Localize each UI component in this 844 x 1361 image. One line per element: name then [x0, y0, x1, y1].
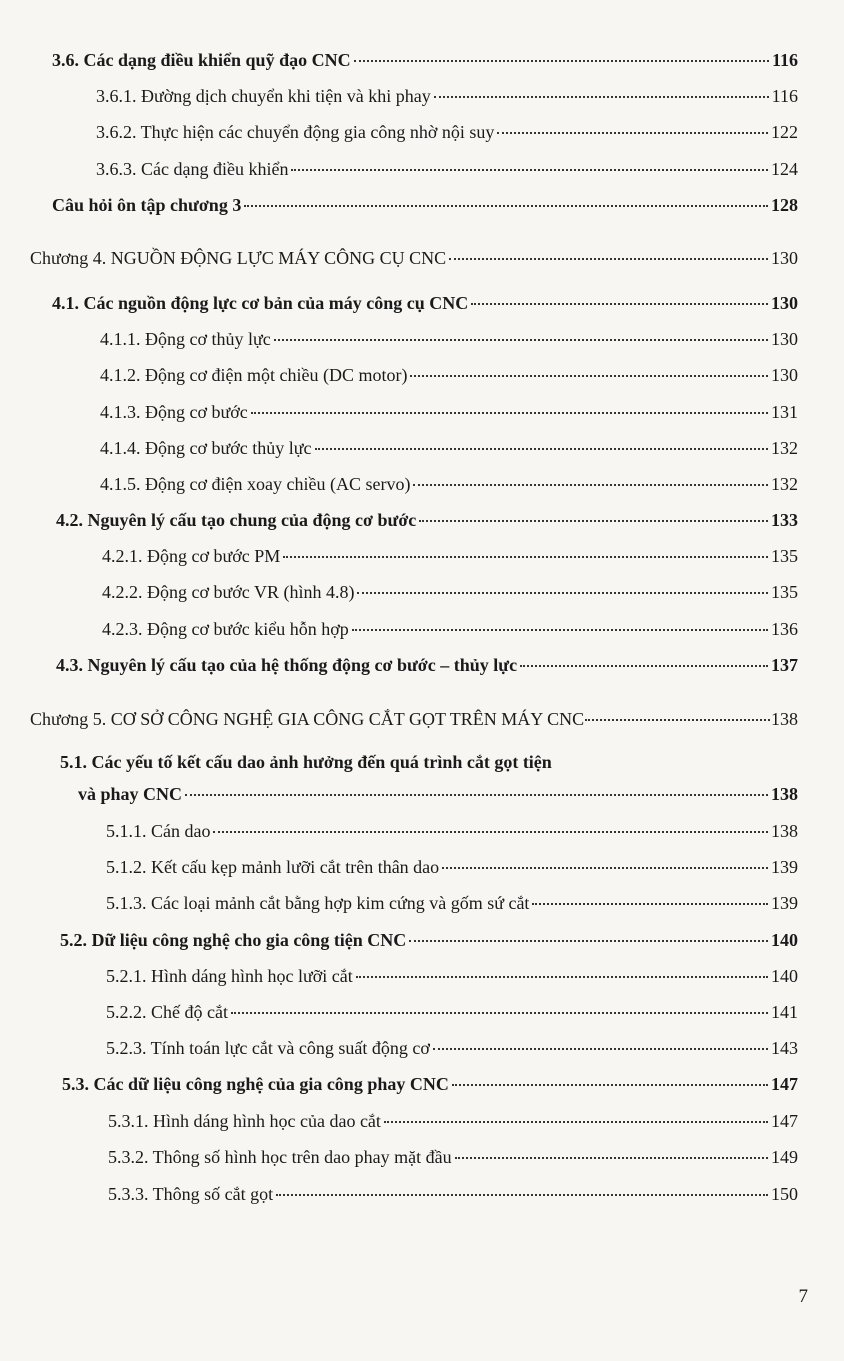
- toc-entry: [102, 617, 798, 641]
- toc-entry: [56, 508, 798, 532]
- toc-entry-title: 4.1. Các nguồn động lực cơ bản của máy công cụ CNC: [52, 293, 469, 313]
- toc-entry: [102, 544, 798, 568]
- toc-entry: [96, 157, 798, 181]
- toc-entry-title: Câu hỏi ôn tập chương 3: [52, 195, 242, 215]
- toc-entry-page: 147: [771, 1074, 798, 1094]
- toc-leader: [497, 132, 768, 134]
- toc-entry-title: 4.1.1. Động cơ thủy lực: [100, 329, 271, 349]
- toc-leader: [442, 867, 768, 869]
- toc-entry-page: 124: [771, 159, 798, 179]
- toc-entry-page: 122: [771, 122, 798, 142]
- toc-entry-page: 128: [771, 195, 798, 215]
- toc-entry: [100, 472, 798, 496]
- toc-entry-title: 5.3.1. Hình dáng hình học của dao cắt: [108, 1111, 381, 1131]
- toc-entry-page: 138: [771, 821, 798, 841]
- toc-leader: [452, 1084, 768, 1086]
- toc-chapter-entry: [30, 246, 798, 270]
- toc-leader: [213, 831, 768, 833]
- toc-entry-page: 138: [771, 709, 798, 729]
- toc-entry: [106, 855, 798, 879]
- toc-leader: [283, 556, 768, 558]
- toc-entry-page: 143: [771, 1038, 798, 1058]
- toc-entry-page: 150: [771, 1184, 798, 1204]
- toc-entry: [52, 291, 798, 315]
- toc-entry-title: 4.1.4. Động cơ bước thủy lực: [100, 438, 312, 458]
- toc-entry: [106, 964, 798, 988]
- toc-entry: [96, 120, 798, 144]
- toc-entry-title: 4.1.5. Động cơ điện xoay chiều (AC servo): [100, 474, 411, 494]
- toc-entry-title: 3.6. Các dạng điều khiển quỹ đạo CNC: [52, 50, 351, 70]
- toc-entry-title: 4.2.1. Động cơ bước PM: [102, 546, 281, 566]
- toc-entry-page: 139: [771, 893, 798, 913]
- toc-entry-title: 3.6.2. Thực hiện các chuyển động gia công nhờ nội suy: [96, 122, 495, 142]
- toc-entry-page: 135: [771, 546, 798, 566]
- toc-entry: [78, 782, 798, 806]
- toc-entry: [56, 653, 798, 677]
- toc-entry-title: 5.2.1. Hình dáng hình học lưỡi cắt: [106, 966, 353, 986]
- toc-entry-page: 131: [771, 402, 798, 422]
- toc-entry: [108, 1109, 798, 1133]
- toc-chapter-entry: [30, 707, 798, 731]
- toc-entry-title: Chương 5. CƠ SỞ CÔNG NGHỆ GIA CÔNG CẮT GỌT TRÊN MÁY CNC: [30, 709, 585, 729]
- toc-leader: [357, 592, 768, 594]
- toc-entry: [100, 400, 798, 424]
- toc-entry: [108, 1145, 798, 1169]
- toc-leader: [291, 169, 768, 171]
- toc-leader: [455, 1157, 768, 1159]
- toc-leader: [413, 484, 768, 486]
- toc-leader: [434, 96, 769, 98]
- toc-entry-title: 5.3.2. Thông số hình học trên dao phay mặt đầu: [108, 1147, 452, 1167]
- toc-entry-page: 141: [771, 1002, 798, 1022]
- toc-entry-page: 140: [771, 966, 798, 986]
- toc-entry-page: 133: [771, 510, 798, 530]
- toc-entry-page: 130: [771, 248, 798, 268]
- toc-leader: [354, 60, 769, 62]
- toc-entry: [100, 436, 798, 460]
- toc-entry: [100, 363, 798, 387]
- toc-entry-title: 4.3. Nguyên lý cấu tạo của hệ thống động cơ bước – thủy lực: [56, 655, 518, 675]
- toc-entry: [102, 580, 798, 604]
- toc-leader: [419, 520, 768, 522]
- toc-entry-title: 4.2.2. Động cơ bước VR (hình 4.8): [102, 582, 355, 602]
- toc-entry-title: 5.3. Các dữ liệu công nghệ của gia công phay CNC: [62, 1074, 449, 1094]
- toc-leader: [520, 665, 768, 667]
- toc-entry-page: 130: [771, 329, 798, 349]
- toc-entry-page: 132: [771, 474, 798, 494]
- toc-entry-title: 5.1.2. Kết cấu kẹp mảnh lưỡi cắt trên thân dao: [106, 857, 440, 877]
- toc-entry-title: 5.1.3. Các loại mảnh cắt bằng hợp kim cứng và gốm sứ cắt: [106, 893, 530, 913]
- toc-entry: [106, 1000, 798, 1024]
- toc-entry: [106, 891, 798, 915]
- toc-leader: [231, 1012, 768, 1014]
- toc-entry-title: 4.2.3. Động cơ bước kiểu hỗn hợp: [102, 619, 349, 639]
- toc-entry-title: 5.3.3. Thông số cắt gọt: [108, 1184, 274, 1204]
- toc-entry-page: 149: [771, 1147, 798, 1167]
- toc-entry-title-continuation: và phay CNC: [78, 784, 183, 804]
- toc-leader: [315, 448, 768, 450]
- toc-entry-title: 4.1.3. Động cơ bước: [100, 402, 248, 422]
- toc-entry: [108, 1182, 798, 1206]
- toc-entry-page: 116: [771, 86, 798, 106]
- page-number: 7: [798, 1286, 808, 1307]
- toc-entry-page: 136: [771, 619, 798, 639]
- toc-leader: [276, 1194, 768, 1196]
- toc-leader: [352, 629, 768, 631]
- toc-entry-page: 147: [771, 1111, 798, 1131]
- toc-leader: [449, 258, 768, 260]
- toc-leader: [585, 719, 770, 721]
- toc-leader: [532, 903, 768, 905]
- toc-leader: [410, 375, 768, 377]
- toc-entry-title: 4.2. Nguyên lý cấu tạo chung của động cơ bước: [56, 510, 417, 530]
- toc-entry-title: Chương 4. NGUỒN ĐỘNG LỰC MÁY CÔNG CỤ CNC: [30, 248, 447, 268]
- toc-entry-page: 132: [771, 438, 798, 458]
- toc-entry-title: 5.1.1. Cán dao: [106, 821, 211, 841]
- toc-leader: [356, 976, 768, 978]
- toc-entry-page: 130: [771, 365, 798, 385]
- toc-leader: [433, 1048, 768, 1050]
- toc-leader: [409, 940, 768, 942]
- toc-entry: [62, 1072, 798, 1096]
- toc-leader: [244, 205, 768, 207]
- toc-entry: [96, 84, 798, 108]
- toc-entry-title: 5.2.3. Tính toán lực cắt và công suất động cơ: [106, 1038, 430, 1058]
- toc-entry: [52, 48, 798, 72]
- toc-entry-title: 3.6.1. Đường dịch chuyển khi tiện và khi phay: [96, 86, 431, 106]
- toc-entry-page: 137: [771, 655, 798, 675]
- toc-entry: [100, 327, 798, 351]
- toc-leader: [384, 1121, 768, 1123]
- toc-entry-page: 138: [771, 784, 798, 804]
- toc-entry-title: 5.2.2. Chế độ cắt: [106, 1002, 228, 1022]
- toc-leader: [185, 794, 768, 796]
- toc-entry-page: 139: [771, 857, 798, 877]
- toc-entry-page: 130: [771, 293, 798, 313]
- toc-entry: [52, 193, 798, 217]
- toc-entry-title-line1: 5.1. Các yếu tố kết cấu dao ảnh hưởng đến quá trình cắt gọt tiện: [60, 752, 552, 772]
- toc-entry-title: 5.2. Dữ liệu công nghệ cho gia công tiện CNC: [60, 930, 407, 950]
- toc-entry-page: 135: [771, 582, 798, 602]
- toc-leader: [471, 303, 768, 305]
- toc-entry-page: 140: [771, 930, 798, 950]
- toc-entry-page: 116: [771, 50, 798, 70]
- toc-entry-title: 3.6.3. Các dạng điều khiển: [96, 159, 289, 179]
- toc-leader: [251, 412, 768, 414]
- toc-entry: [106, 819, 798, 843]
- toc-entry: [106, 1036, 798, 1060]
- toc-leader: [274, 339, 768, 341]
- toc-entry: [60, 928, 798, 952]
- toc-entry-title: 4.1.2. Động cơ điện một chiều (DC motor): [100, 365, 408, 385]
